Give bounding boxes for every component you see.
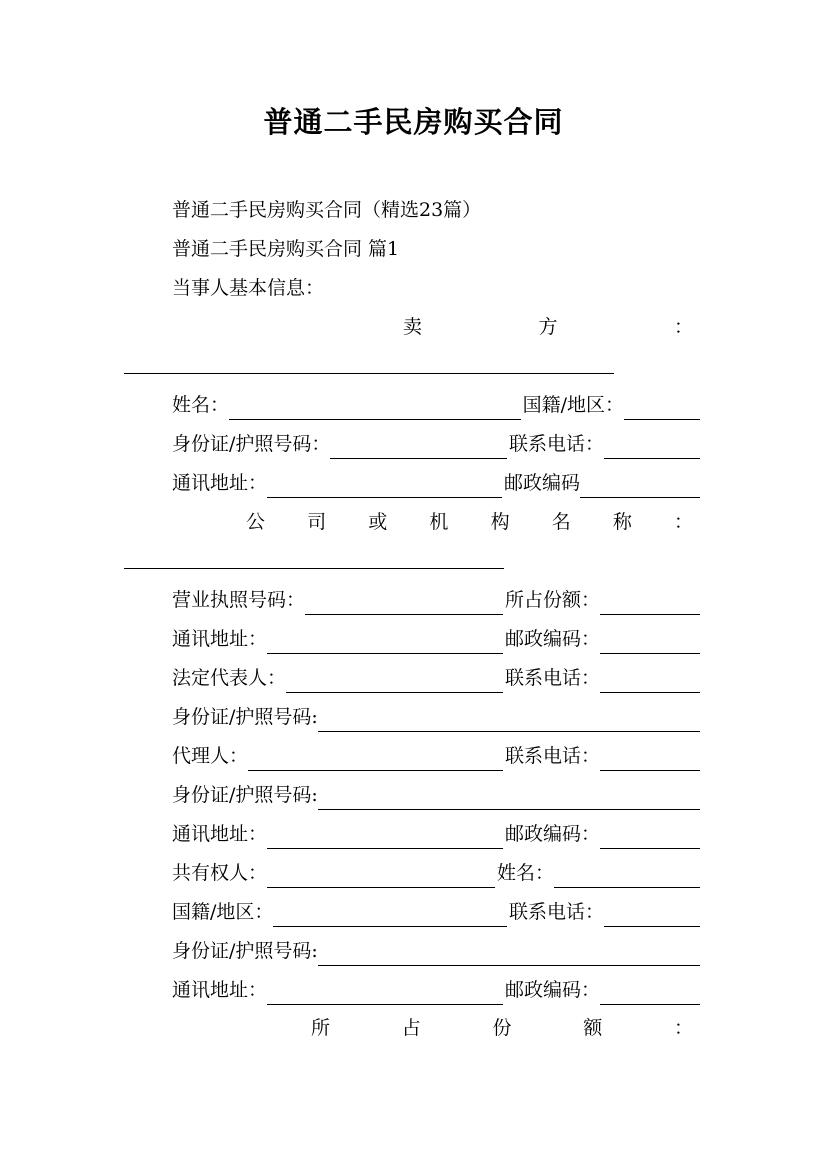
coowner-phone-label: 联系电话： [508, 901, 604, 923]
seller-id-label: 身份证/护照号码： [172, 433, 331, 455]
company-heading-char: 司 [307, 511, 327, 533]
company-share-field[interactable] [600, 590, 700, 615]
company-id-field[interactable] [318, 707, 700, 732]
company-license-label: 营业执照号码： [172, 589, 306, 611]
company-heading-char: 或 [368, 511, 388, 533]
seller-address-row [172, 468, 702, 498]
company-postcode-label: 邮政编码： [504, 628, 600, 650]
coowner-row [172, 858, 702, 888]
company-id-label: 身份证/护照号码: [172, 706, 318, 728]
seller-name-label: 姓名： [172, 394, 230, 416]
coowner-field[interactable] [267, 863, 495, 888]
share-heading-char: 额 [583, 1017, 603, 1039]
document-title: 普通二手民房购买合同 [263, 105, 564, 139]
agent-field[interactable] [248, 746, 503, 771]
company-postcode-field[interactable] [600, 629, 700, 654]
seller-id-field[interactable] [330, 434, 507, 459]
company-address-field[interactable] [267, 629, 503, 654]
company-phone-field[interactable] [600, 668, 700, 693]
coowner-address-field[interactable] [267, 980, 503, 1005]
share-heading-char: 份 [492, 1017, 512, 1039]
agent-address-field[interactable] [267, 824, 503, 849]
agent-id-label: 身份证/护照号码: [172, 784, 318, 806]
agent-postcode-field[interactable] [600, 824, 700, 849]
company-name-blank[interactable] [124, 568, 504, 569]
seller-postcode-label: 邮政编码 [503, 472, 580, 494]
company-heading-char: 公 [246, 511, 266, 533]
share-heading-char: ： [673, 1017, 693, 1039]
company-legal-rep-label: 法定代表人： [172, 667, 287, 689]
company-phone-label: 联系电话： [504, 667, 600, 689]
company-heading-char: 名 [551, 511, 571, 533]
coowner-phone-field[interactable] [604, 902, 700, 927]
coowner-id-label: 身份证/护照号码: [172, 940, 318, 962]
company-share-label: 所占份额： [504, 589, 600, 611]
company-legal-rep-field[interactable] [286, 668, 503, 693]
company-id-row [172, 702, 702, 732]
company-legal-rep-row [172, 663, 702, 693]
coowner-nationality-field[interactable] [273, 902, 507, 927]
share-heading-char: 所 [311, 1017, 331, 1039]
seller-heading-char: ： [673, 316, 693, 338]
seller-address-field[interactable] [267, 473, 502, 498]
company-address-label: 通讯地址： [172, 628, 268, 650]
company-address-row [172, 624, 702, 654]
agent-postcode-label: 邮政编码： [504, 823, 600, 845]
company-heading-char: 构 [490, 511, 510, 533]
seller-nationality-field[interactable] [624, 395, 700, 420]
agent-id-field[interactable] [318, 785, 700, 810]
coowner-nationality-row [172, 897, 702, 927]
coowner-address-row [172, 975, 702, 1005]
seller-phone-label: 联系电话： [508, 433, 604, 455]
coowner-name-label: 姓名： [496, 862, 554, 884]
seller-heading-char: 卖 [403, 316, 423, 338]
coowner-id-row [172, 936, 702, 966]
intro-line-2: 普通二手民房购买合同 篇1 [172, 238, 400, 260]
company-heading [246, 507, 693, 537]
share-heading [311, 1013, 693, 1043]
seller-address-label: 通讯地址： [172, 472, 268, 494]
share-heading-char: 占 [401, 1017, 421, 1039]
coowner-label: 共有权人： [172, 862, 268, 884]
coowner-nationality-label: 国籍/地区： [172, 901, 274, 923]
seller-name-row [172, 390, 702, 420]
agent-label: 代理人： [172, 745, 249, 767]
agent-row [172, 741, 702, 771]
seller-phone-field[interactable] [604, 434, 700, 459]
company-heading-char: ： [673, 511, 693, 533]
agent-phone-label: 联系电话： [504, 745, 600, 767]
coowner-postcode-field[interactable] [600, 980, 700, 1005]
agent-address-row [172, 819, 702, 849]
agent-id-row [172, 780, 702, 810]
intro-line-1: 普通二手民房购买合同（精选23篇） [172, 199, 482, 221]
seller-id-row [172, 429, 702, 459]
coowner-address-label: 通讯地址： [172, 979, 268, 1001]
seller-heading [403, 312, 693, 342]
company-heading-char: 称 [612, 511, 632, 533]
seller-name-blank[interactable] [124, 373, 614, 374]
agent-address-label: 通讯地址： [172, 823, 268, 845]
company-heading-char: 机 [429, 511, 449, 533]
seller-postcode-field[interactable] [580, 473, 700, 498]
agent-phone-field[interactable] [600, 746, 700, 771]
seller-heading-char: 方 [538, 316, 558, 338]
intro-line-3: 当事人基本信息： [172, 277, 325, 299]
company-license-field[interactable] [305, 590, 503, 615]
company-license-row [172, 585, 702, 615]
seller-name-field[interactable] [229, 395, 521, 420]
seller-nationality-label: 国籍/地区： [522, 394, 624, 416]
coowner-name-field[interactable] [554, 863, 700, 888]
coowner-id-field[interactable] [318, 941, 700, 966]
coowner-postcode-label: 邮政编码： [504, 979, 600, 1001]
